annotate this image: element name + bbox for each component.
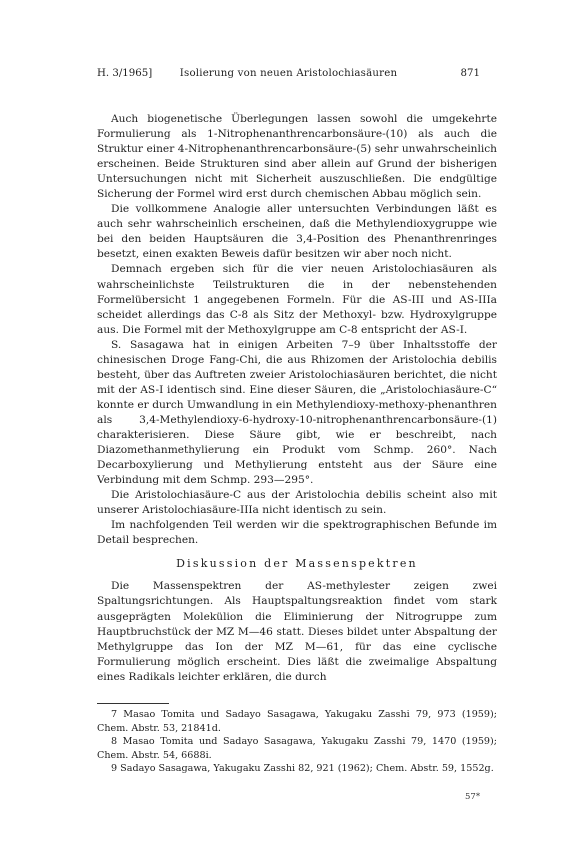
footnotes: [97, 708, 497, 776]
header-issue: H. 3/1965]: [97, 68, 153, 79]
paragraph-5-text: Die Aristolochiasäure-C aus der Aristolochia debilis scheint also mit unserer Aristolochiasäure-IIIa nicht identisch zu sein.: [97, 489, 497, 517]
section-heading: Diskussion der Massenspektren: [176, 557, 418, 571]
paragraph-5: [97, 488, 497, 518]
footnote-7: 7 Masao Tomita und Sadayo Sasagawa, Yakugaku Zasshi 79, 973 (1959); Chem. Abstr. 53, 21841d.: [97, 709, 497, 734]
paragraph-2-text: Die vollkommene Analogie aller untersuchten Verbindungen läßt es auch sehr wahrscheinlich erscheinen, daß die Methylendioxygruppe wie bei den beiden Hauptsäuren die 3,4-Position des Phenanthrenringes besetzt, einen exakten Beweis dafür besitzen wir aber noch nicht.: [97, 203, 497, 261]
paragraph-2: [97, 202, 497, 262]
paragraph-4-text: S. Sasagawa hat in einigen Arbeiten 7–9 über Inhaltsstoffe der chinesischen Droge Fang-Chi, die aus Rhizomen der Aristolochia debilis besteht, über das Auftreten zweier Aristolochiasäuren berichtet, die nicht mit der AS-I identisch sind. Eine dieser Säuren, die „Aristolochiasäure-C“ konnte er durch Umwandlung in ein Methylendioxy-methoxy-phenanthren als 3,4-Methylendioxy-6-hydroxy-10-nitrophenanthrencarbonsäure-(1) charakterisieren. Diese Säure gibt, wie er beschreibt, nach Diazomethanmethylierung ein Produkt vom Schmp. 260°. Nach Decarboxylierung und Methylierung entsteht aus der Säure eine Verbindung mit dem Schmp. 293—295°.: [97, 338, 497, 487]
paragraph-4: [97, 338, 497, 488]
footnote-rule: [97, 703, 169, 704]
paragraph-6: [97, 518, 497, 548]
paragraph-3-text: Demnach ergeben sich für die vier neuen Aristolochiasäuren als wahrscheinlichste Teilstrukturen die in der nebenstehenden Formelübersicht 1 angegebenen Formeln. Für die AS-III und AS-IIIa scheidet allerdings das C-8 als Sitz der Methoxyl- bzw. Hydroxylgruppe aus. Die Formel mit der Methoxylgruppe am C-8 entspricht der AS-I.: [97, 263, 497, 336]
body-text: [97, 112, 497, 685]
section-paragraph: [97, 579, 497, 684]
running-header: [97, 66, 480, 82]
header-title: Isolierung von neuen Aristolochiasäuren: [179, 68, 398, 79]
signature-mark: 57*: [465, 792, 481, 802]
paragraph-1-text: Auch biogenetische Überlegungen lassen sowohl die umgekehrte Formulierung als 1-Nitrophenanthrencarbonsäure-(10) als auch die Struktur einer 4-Nitrophenanthrencarbonsäure-(5) sehr unwahrscheinlich erscheinen. Beide Strukturen sind aber allein auf Grund der bisherigen Untersuchungen nicht mit Sicherheit auszuschließen. Die endgültige Sicherung der Formel wird erst durch chemischen Abbau möglich sein.: [97, 113, 497, 201]
header-page-number: 871: [460, 68, 480, 79]
footnote-8: 8 Masao Tomita und Sadayo Sasagawa, Yakugaku Zasshi 79, 1470 (1959); Chem. Abstr. 54, 6688i.: [97, 736, 497, 761]
footnote-9: 9 Sadayo Sasagawa, Yakugaku Zasshi 82, 921 (1962); Chem. Abstr. 59, 1552g.: [111, 763, 494, 775]
paragraph-6-text: Im nachfolgenden Teil werden wir die spektrographischen Befunde im Detail besprechen.: [97, 519, 497, 547]
paragraph-1: [97, 112, 497, 202]
section-paragraph-text: Die Massenspektren der AS-methylester zeigen zwei Spaltungsrichtungen. Als Hauptspaltungsreaktion findet vom stark ausgeprägten Molekülion die Eliminierung der Nitrogruppe zum Hauptbruchstück der MZ M—46 statt. Dieses bildet unter Abspaltung der Methylgruppe das Ion der MZ M—61, für das eine cyclische Formulierung möglich erscheint. Dies läßt die zweimalige Abspaltung eines Radikals leichter erklären, die durch: [97, 580, 497, 683]
paragraph-3: [97, 262, 497, 337]
